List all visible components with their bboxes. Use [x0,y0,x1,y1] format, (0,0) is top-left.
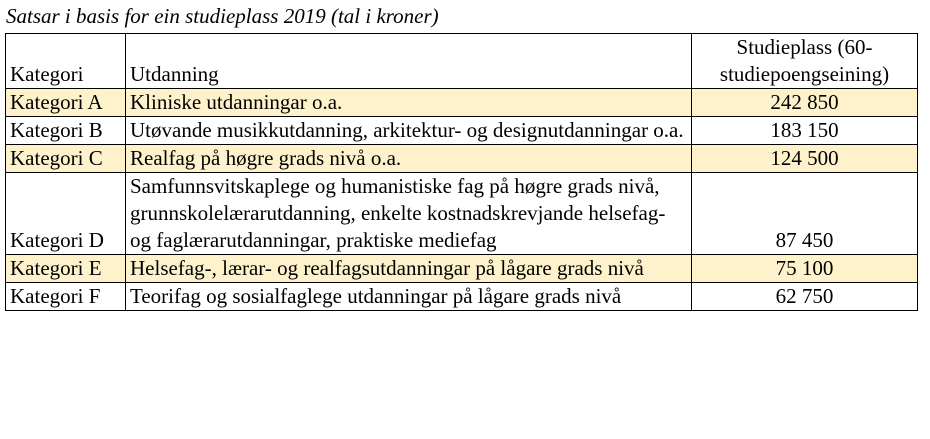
table-header-row [6,34,918,89]
row-utdanning: Teorifag og sosialfaglege utdanningar på lågare grads nivå [126,283,692,311]
header-studieplass: Studieplass (60-studiepoengseining) [692,34,918,89]
row-utdanning: Samfunnsvitskaplege og humanistiske fag på høgre grads nivå, grunnskolelærarutdanning, enkelte kostnadskrevjande helsefag- og faglærarutdanningar, praktiske mediefag [126,173,692,255]
row-kategori: Kategori A [6,89,126,117]
row-value: 62 750 [692,283,918,311]
header-utdanning: Utdanning [126,34,692,89]
row-value: 183 150 [692,117,918,145]
table-row [6,117,918,145]
header-kategori: Kategori [6,34,126,89]
row-kategori: Kategori B [6,117,126,145]
row-utdanning: Utøvande musikkutdanning, arkitektur- og designutdanningar o.a. [126,117,692,145]
table-row [6,173,918,255]
table-row [6,145,918,173]
row-value: 75 100 [692,255,918,283]
row-kategori: Kategori C [6,145,126,173]
row-value: 87 450 [692,173,918,255]
row-kategori: Kategori E [6,255,126,283]
rates-table [5,33,918,311]
table-row [6,89,918,117]
row-kategori: Kategori D [6,173,126,255]
row-utdanning: Realfag på høgre grads nivå o.a. [126,145,692,173]
row-kategori: Kategori F [6,283,126,311]
table-row [6,283,918,311]
table-caption: Satsar i basis for ein studieplass 2019 (tal i kroner) [6,4,439,28]
row-value: 242 850 [692,89,918,117]
row-utdanning: Kliniske utdanningar o.a. [126,89,692,117]
row-utdanning: Helsefag-, lærar- og realfagsutdanningar på lågare grads nivå [126,255,692,283]
row-value: 124 500 [692,145,918,173]
table-row [6,255,918,283]
